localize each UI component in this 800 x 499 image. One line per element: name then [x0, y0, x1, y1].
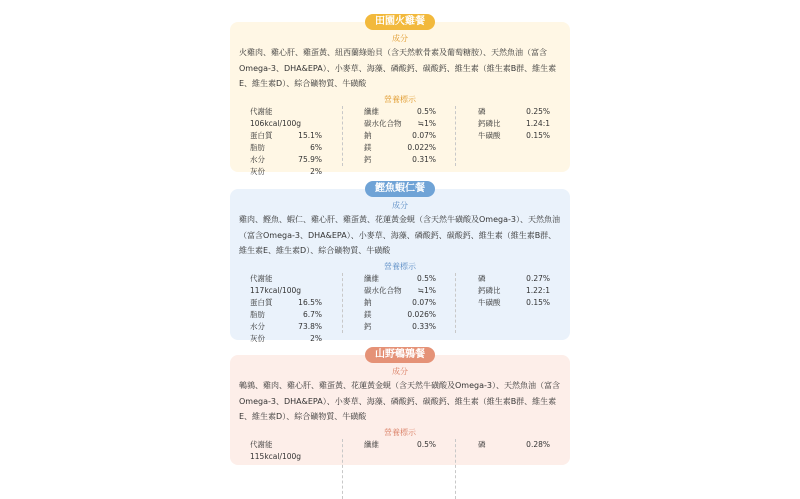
nutrition-value: 鈣: [364, 322, 372, 331]
nutrition-row: [478, 439, 550, 451]
nutrition-value: 0.28%: [526, 440, 550, 449]
product-card-turkey: [230, 16, 570, 176]
nutrition-col-2: [364, 273, 436, 333]
ingredients-heading: 成分: [392, 367, 408, 376]
nutrition-value: 碳水化合物: [364, 286, 402, 295]
card-title: 鰹魚蝦仁餐: [365, 181, 435, 197]
nutrition-value: 73.8%: [298, 322, 322, 331]
ingredients-text: 火雞肉、雞心肝、雞蛋黃、紐西蘭綠貽貝（含天然軟骨素及葡萄糖胺）、天然魚油（富含Omega-3、DHA&EPA）、小麥草、海藻、磷酸鈣、碳酸鈣、維生素（維生素B群、維生素E、維生素D）、綜合礦物質、牛磺酸: [239, 48, 557, 88]
nutrition-row: [478, 273, 550, 285]
nutrition-row: [364, 118, 436, 130]
nutrition-row: [250, 130, 322, 142]
ingredients-text: 鵪鶉、雞肉、雞心肝、雞蛋黃、花蓮黃金蜆（含天然牛磺酸及Omega-3）、天然魚油（富含Omega-3、DHA&EPA）、小麥草、海藻、磷酸鈣、碳酸鈣、維生素（維生素B群、維生素E、維生素D）、綜合礦物質、牛磺酸: [239, 381, 560, 421]
nutrition-value: 鎂: [364, 310, 372, 319]
nutrition-row: [364, 273, 436, 285]
nutrition-heading: 營養標示: [384, 95, 416, 104]
ingredients-heading: 成分: [392, 34, 408, 43]
nutrition-value: 磷: [478, 107, 486, 116]
nutrition-value: 脂肪: [250, 310, 265, 319]
product-card-bonito: [230, 183, 570, 343]
nutrition-col-2: [364, 106, 436, 166]
nutrition-row: [364, 321, 436, 333]
nutrition-value: 牛磺酸: [478, 131, 501, 140]
nutrition-row: [364, 439, 436, 451]
column-divider: [455, 439, 457, 499]
nutrition-value: 蛋白質: [250, 131, 273, 140]
nutrition-value: 6.7%: [302, 310, 322, 319]
nutrition-row: [250, 321, 322, 333]
nutrition-value: 鈉: [364, 298, 372, 307]
nutrition-row: [478, 285, 550, 297]
nutrition-value: 75.9%: [298, 155, 322, 164]
nutrition-col-3: [478, 106, 550, 142]
column-divider: [455, 273, 457, 333]
column-divider: [342, 439, 344, 499]
nutrition-col-1: [250, 273, 322, 345]
nutrition-value: 0.5%: [416, 274, 436, 283]
nutrition-value: 灰份: [250, 167, 265, 176]
nutrition-value: 纖維: [364, 107, 379, 116]
nutrition-value: 脂肪: [250, 143, 265, 152]
nutrition-col-3: [478, 439, 550, 451]
nutrition-row: [364, 154, 436, 166]
nutrition-value: 0.25%: [526, 107, 550, 116]
nutrition-row: [478, 297, 550, 309]
column-divider: [342, 273, 344, 333]
nutrition-row: [250, 309, 322, 321]
nutrition-value: 2%: [310, 334, 322, 343]
nutrition-value: 0.022%: [407, 143, 436, 152]
nutrition-value: 1.24:1: [526, 119, 550, 128]
nutrition-value: 磷: [478, 440, 486, 449]
nutrition-value: 鈣: [364, 155, 372, 164]
column-divider: [455, 106, 457, 166]
nutrition-value: 纖維: [364, 440, 379, 449]
nutrition-row: [250, 273, 322, 297]
nutrition-value: 0.07%: [412, 298, 436, 307]
nutrition-value: 0.07%: [412, 131, 436, 140]
nutrition-heading: 營養標示: [384, 428, 416, 437]
nutrition-value: 0.5%: [416, 440, 436, 449]
nutrition-value: 水分: [250, 322, 265, 331]
nutrition-value: 16.5%: [298, 298, 322, 307]
nutrition-row: [250, 297, 322, 309]
nutrition-value: 0.15%: [526, 131, 550, 140]
nutrition-value: 0.27%: [526, 274, 550, 283]
nutrition-row: [364, 130, 436, 142]
nutrition-value: ≒1%: [417, 286, 436, 295]
nutrition-value: 代謝能117kcal/100g: [250, 274, 302, 295]
nutrition-col-3: [478, 273, 550, 309]
nutrition-value: 0.15%: [526, 298, 550, 307]
nutrition-value: 0.31%: [412, 155, 436, 164]
nutrition-value: 1.22:1: [526, 286, 550, 295]
nutrition-row: [364, 106, 436, 118]
nutrition-value: 6%: [310, 143, 322, 152]
nutrition-row: [250, 166, 322, 178]
nutrition-row: [250, 439, 322, 463]
ingredients-text: 雞肉、鰹魚、蝦仁、雞心肝、雞蛋黃、花蓮黃金蜆（含天然牛磺酸及Omega-3）、天然魚油（富含Omega-3、DHA&EPA）、小麥草、海藻、磷酸鈣、碳酸鈣、維生素（維生素B群、維生素E、維生素D）、綜合礦物質、牛磺酸: [239, 215, 560, 255]
card-title: 山野鵪鶉餐: [365, 347, 435, 363]
product-card-quail: [230, 349, 570, 465]
nutrition-value: 牛磺酸: [478, 298, 501, 307]
nutrition-value: 0.33%: [412, 322, 436, 331]
nutrition-row: [364, 142, 436, 154]
nutrition-value: 0.5%: [416, 107, 436, 116]
nutrition-value: 代謝能115kcal/100g: [250, 440, 302, 461]
nutrition-value: 碳水化合物: [364, 119, 402, 128]
nutrition-value: 蛋白質: [250, 298, 273, 307]
nutrition-value: 鈣磷比: [478, 119, 501, 128]
nutrition-value: 鈉: [364, 131, 372, 140]
card-title: 田園火雞餐: [365, 14, 435, 30]
nutrition-row: [250, 154, 322, 166]
nutrition-value: 代謝能106kcal/100g: [250, 107, 302, 128]
nutrition-row: [478, 106, 550, 118]
nutrition-value: 水分: [250, 155, 265, 164]
nutrition-row: [250, 333, 322, 345]
nutrition-value: 磷: [478, 274, 486, 283]
nutrition-col-2: [364, 439, 436, 451]
nutrition-heading: 營養標示: [384, 262, 416, 271]
nutrition-value: 鎂: [364, 143, 372, 152]
ingredients-heading: 成分: [392, 201, 408, 210]
nutrition-row: [364, 297, 436, 309]
nutrition-value: 灰份: [250, 334, 265, 343]
nutrition-row: [478, 118, 550, 130]
nutrition-col-1: [250, 439, 322, 463]
nutrition-row: [250, 142, 322, 154]
nutrition-value: 0.026%: [407, 310, 436, 319]
nutrition-value: 2%: [310, 167, 322, 176]
nutrition-row: [364, 285, 436, 297]
column-divider: [342, 106, 344, 166]
nutrition-row: [364, 309, 436, 321]
nutrition-value: 纖維: [364, 274, 379, 283]
nutrition-value: 鈣磷比: [478, 286, 501, 295]
nutrition-row: [478, 130, 550, 142]
nutrition-col-1: [250, 106, 322, 178]
nutrition-row: [250, 106, 322, 130]
nutrition-value: 15.1%: [298, 131, 322, 140]
nutrition-value: ≒1%: [417, 119, 436, 128]
